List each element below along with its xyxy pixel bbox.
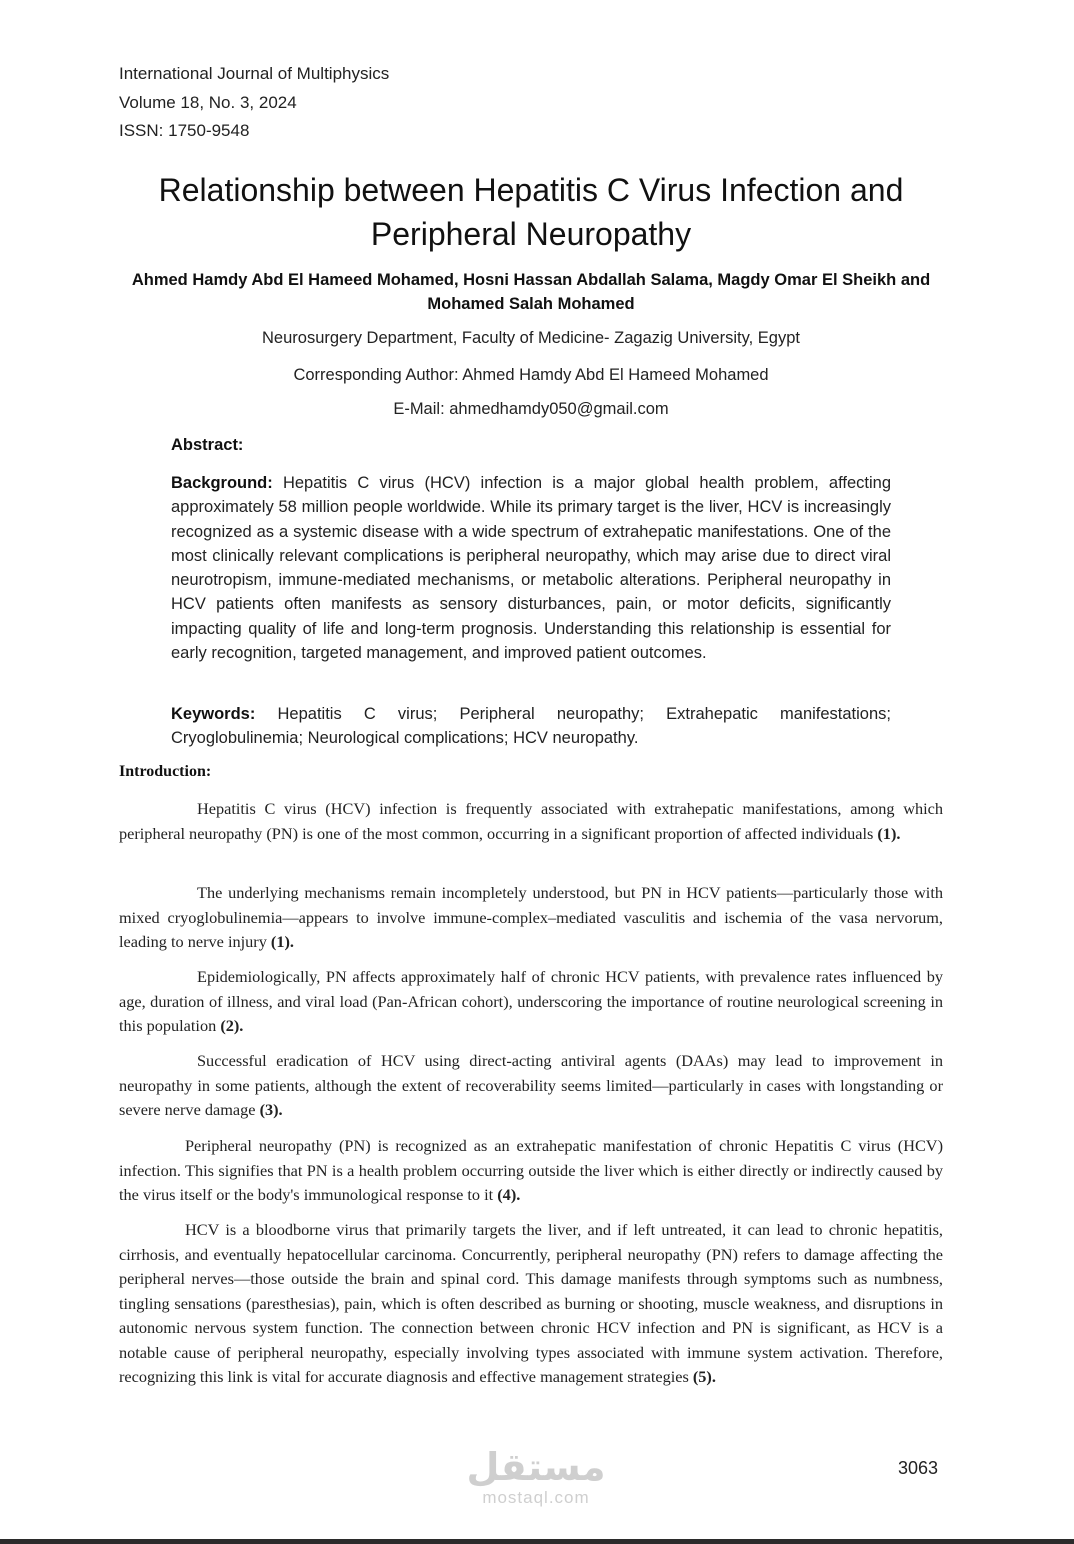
citation-ref: (2). [220,1016,244,1035]
abstract-background [171,471,891,665]
intro-paragraph-3 [119,965,943,1039]
journal-name: International Journal of Multiphysics [119,64,390,83]
author-list: Ahmed Hamdy Abd El Hameed Mohamed, Hosni Hassan Abdallah Salama, Magdy Omar El Sheikh and Mohamed Salah Mohamed [131,271,931,313]
citation-ref: (1). [877,823,901,843]
corresponding-author: Corresponding Author: Ahmed Hamdy Abd El Hameed Mohamed [293,366,769,384]
intro-paragraph-6 [119,1218,943,1390]
keywords-label: Keywords: [171,705,256,723]
paragraph-text: Hepatitis C virus (HCV) infection is frequently associated with extrahepatic manifestations, among which peripheral neuropathy (PN) is one of the most common, occurring in a significant proportion of affected individuals [119,799,943,843]
journal-header [119,60,389,146]
email-address: E-Mail: ahmedhamdy050@gmail.com [393,400,669,418]
paragraph-text: HCV is a bloodborne virus that primarily targets the liver, and if left untreated, it can lead to chronic hepatitis, cirrhosis, and eventually hepatocellular carcinoma. Concurrently, peripheral neuropathy (PN) refers to damage affecting the peripheral nerves—those outside the brain and spinal cord. This damage manifests through symptoms such as numbness, tingling sensations (paresthesias), pain, which is often described as burning or shooting, muscle weakness, and disruptions in autonomic nervous system function. The connection between chronic HCV infection and PN is significant, as HCV is a notable cause of peripheral neuropathy, especially involving types associated with immune system activation. Therefore, recognizing this link is vital for accurate diagnosis and effective management strategies [119,1220,943,1386]
watermark-arabic: مستقل [466,1447,606,1489]
citation-ref: (5). [692,1367,716,1386]
citation-ref: (3). [259,1100,283,1119]
abstract-heading: Abstract: [171,436,244,454]
intro-paragraph-2 [119,881,943,955]
keywords-text: Hepatitis C virus; Peripheral neuropathy; Extrahepatic manifestations; Cryoglobulinemia; Neurological complications; HCV neuropathy. [171,705,891,748]
page-number: 3063 [898,1458,939,1478]
paper-title: Relationship between Hepatitis C Virus Infection and Peripheral Neuropathy [158,172,904,252]
background-text: Hepatitis C virus (HCV) infection is a major global health problem, affecting approximately 58 million people worldwide. While its primary target is the liver, HCV is increasingly recognized as a systemic disease with a wide spectrum of extrahepatic manifestations. One of the most clinically relevant complications is peripheral neuropathy, which may arise due to direct viral neurotropism, immune-mediated mechanisms, or metabolic alterations. Peripheral neuropathy in HCV patients often manifests as sensory disturbances, pain, or motor deficits, significantly impacting quality of life and long-term prognosis. Understanding this relationship is essential for early recognition, targeted management, and improved patient outcomes. [171,474,891,663]
paragraph-text: Epidemiologically, PN affects approximately half of chronic HCV patients, with prevalence rates influenced by age, duration of illness, and viral load (Pan-African cohort), underscoring the importance of routine neurological screening in this population [119,967,943,1035]
introduction-heading: Introduction: [119,763,212,780]
affiliation: Neurosurgery Department, Faculty of Medicine- Zagazig University, Egypt [262,329,800,347]
citation-ref: (4). [497,1185,521,1204]
mostaql-watermark [466,1448,606,1508]
paragraph-text: Peripheral neuropathy (PN) is recognized as an extrahepatic manifestation of chronic Hepatitis C virus (HCV) infection. This signifies that PN is a health problem occurring outside the liver which is either directly or indirectly caused by the virus itself or the body's immunological response to it [119,1136,943,1204]
background-label: Background: [171,474,273,492]
paragraph-text: The underlying mechanisms remain incompletely understood, but PN in HCV patients—particularly those with mixed cryoglobulinemia—appears to involve immune-complex–mediated vasculitis and ischemia of the vasa nervorum, leading to nerve injury [119,883,943,951]
intro-paragraph-1 [119,797,943,846]
bottom-edge-bar [0,1539,1074,1544]
watermark-latin: mostaql.com [482,1488,590,1507]
journal-volume: Volume 18, No. 3, 2024 [119,92,297,112]
intro-paragraph-5 [119,1134,943,1208]
journal-issn: ISSN: 1750-9548 [119,121,250,140]
citation-ref: (1). [270,932,294,951]
abstract-keywords [171,702,891,751]
paragraph-text: Successful eradication of HCV using direct-acting antiviral agents (DAAs) may lead to improvement in neuropathy in some patients, although the extent of recoverability seems limited—particularly in cases with longstanding or severe nerve damage [119,1051,943,1119]
intro-paragraph-4 [119,1049,943,1123]
